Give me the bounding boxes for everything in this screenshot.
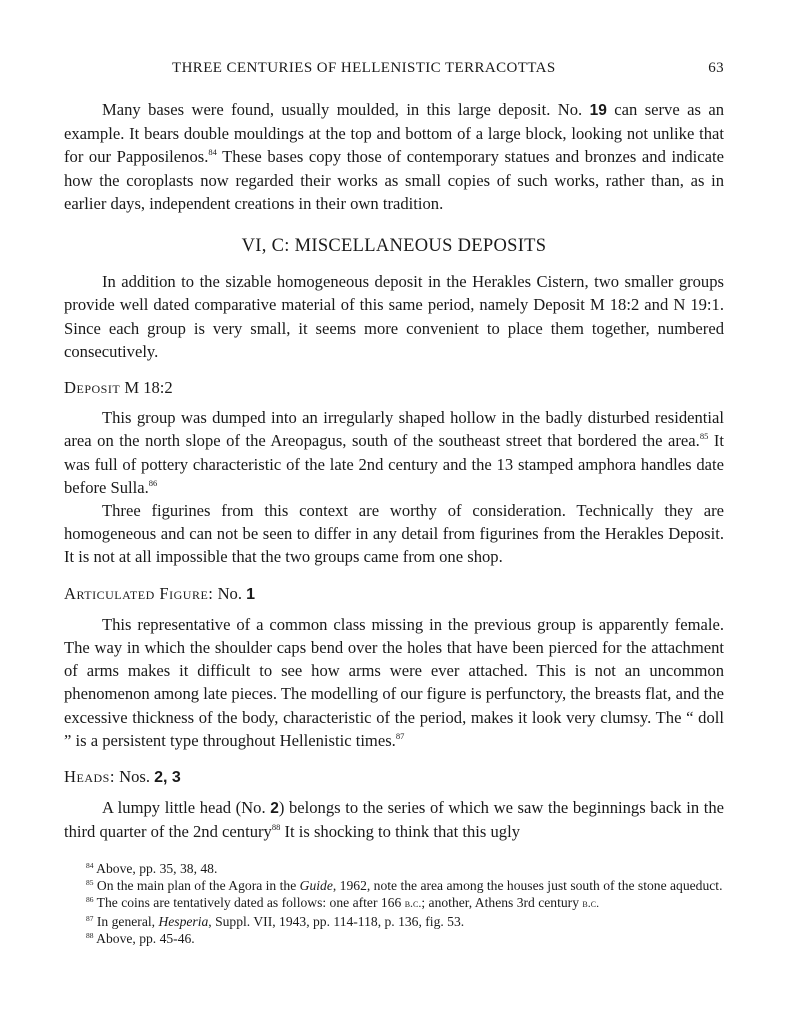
italic-title: Guide [299, 878, 333, 894]
running-title: THREE CENTURIES OF HELLENISTIC TERRACOTTAS [172, 60, 556, 76]
paragraph-articulated-figure [64, 613, 724, 752]
text-run: This group was dumped into an irregularly shaped hollow in the badly disturbed residential area on the north slope of the Areopagus, south of the southeast street that bordered the area. [64, 408, 724, 451]
footnote-number: 88 [86, 930, 94, 940]
text-run: ) belongs to the series of which we saw the beginnings back in the third quarter of the 2nd century [64, 798, 724, 842]
catalogue-number: 2, 3 [154, 769, 181, 787]
era-abbreviation: b.c. [404, 896, 422, 911]
footnote-number: 87 [86, 913, 94, 923]
text-run: It is shocking to think that this ugly [284, 822, 521, 842]
footnote-text: , 1962, note the area among the houses just south of the stone aqueduct. [332, 878, 723, 894]
footnote-text: ; another, Athens 3rd century [421, 895, 579, 911]
footnote-88 [64, 930, 724, 947]
footnote-ref[interactable]: 87 [395, 730, 405, 741]
subheading-articulated-figure [64, 582, 724, 606]
footnote-number: 85 [86, 878, 94, 888]
footnote-text: Above, pp. 45-46. [96, 930, 195, 946]
catalogue-number: 2 [270, 800, 279, 818]
subheading-text: M 18:2 [124, 378, 173, 398]
page-number: 63 [708, 60, 724, 76]
footnote-ref[interactable]: 84 [208, 147, 217, 158]
body-text [64, 98, 724, 844]
paragraph-intro: In addition to the sizable homogeneous deposit in the Herakles Cistern, two smaller groups provide well dated comparative material of this same period, namely Deposit M 18:2 and N 19:1. Since each group is very small, it seems more convenient to place them together, numbered consecutively. [64, 272, 724, 361]
era-abbreviation: b.c. [582, 896, 600, 911]
subheading-heads [64, 765, 724, 789]
catalogue-number: 19 [589, 102, 607, 119]
text-run: A lumpy little head (No. [102, 798, 266, 818]
footnote-text: , Suppl. VII, 1943, pp. 114-118, p. 136, fig. 53. [208, 913, 465, 929]
subheading-deposit [64, 376, 724, 399]
footnote-86 [64, 894, 724, 912]
running-header [64, 60, 724, 84]
footnote-text: In general, [96, 913, 156, 929]
footnote-text: The coins are tentatively dated as follows: one after 166 [96, 895, 402, 911]
footnote-text: On the main plan of the Agora in the [96, 878, 297, 894]
text-run: These bases copy those of contemporary statues and bronzes and indicate how the coroplasts now regarded their works as small copies of such works, rather than, as in earlier days, independent creations in their own tradition. [64, 147, 724, 213]
italic-title: Hesperia [158, 913, 209, 929]
paragraph-deposit-description [64, 406, 724, 499]
text-run: Many bases were found, usually moulded, in this large deposit. No. [102, 100, 583, 119]
footnote-85 [64, 877, 724, 894]
footnote-text: Above, pp. 35, 38, 48. [96, 861, 218, 876]
subheading-text: No. [217, 583, 242, 603]
text-run: This representative of a common class missing in the previous group is apparently female. The way in which the shoulder caps bend over the holes that have been pierced for the attachment of arms makes it difficult to see how arms were ever attached. This is not an uncommon phenomenon among late pieces. The modelling of our figure is perfunctory, the breasts flat, and the excessive thickness of the body, characteristic of the period, makes it look very clumsy. The “ doll ” is a persistent type throughout Hellenistic times. [64, 614, 724, 750]
paragraph-figurines: Three figurines from this context are worthy of consideration. Technically they are homogeneous and can not be seen to differ in any detail from figurines from the Herakles Deposit. It is not at all impossible that the two groups came from one shop. [64, 501, 724, 567]
footnote-ref[interactable]: 88 [271, 822, 281, 833]
footnote-ref[interactable]: 86 [148, 477, 158, 488]
footnote-number: 84 [86, 861, 94, 870]
subheading-label: Heads: [64, 767, 115, 787]
footnote-ref[interactable]: 85 [699, 431, 709, 442]
footnote-number: 86 [86, 895, 94, 905]
paragraph-heads [64, 796, 724, 843]
subheading-label: Articulated Figure: [64, 583, 214, 603]
catalogue-number: 1 [246, 585, 256, 603]
footnote-84 [64, 860, 724, 877]
text-run: It was full of pottery characteristic of the late 2nd century and the 13 stamped amphora handles date before Sulla. [64, 431, 724, 497]
section-heading: VI, C: MISCELLANEOUS DEPOSITS [241, 236, 547, 257]
paragraph-bases [64, 98, 724, 215]
subheading-text: Nos. [119, 767, 150, 787]
footnotes [64, 860, 724, 947]
footnote-87 [64, 913, 724, 930]
text-run: can serve as an example. It bears double mouldings at the top and bottom of a large block, looking not unlike that for our Papposilenos. [64, 100, 724, 167]
subheading-label: Deposit [64, 378, 121, 398]
